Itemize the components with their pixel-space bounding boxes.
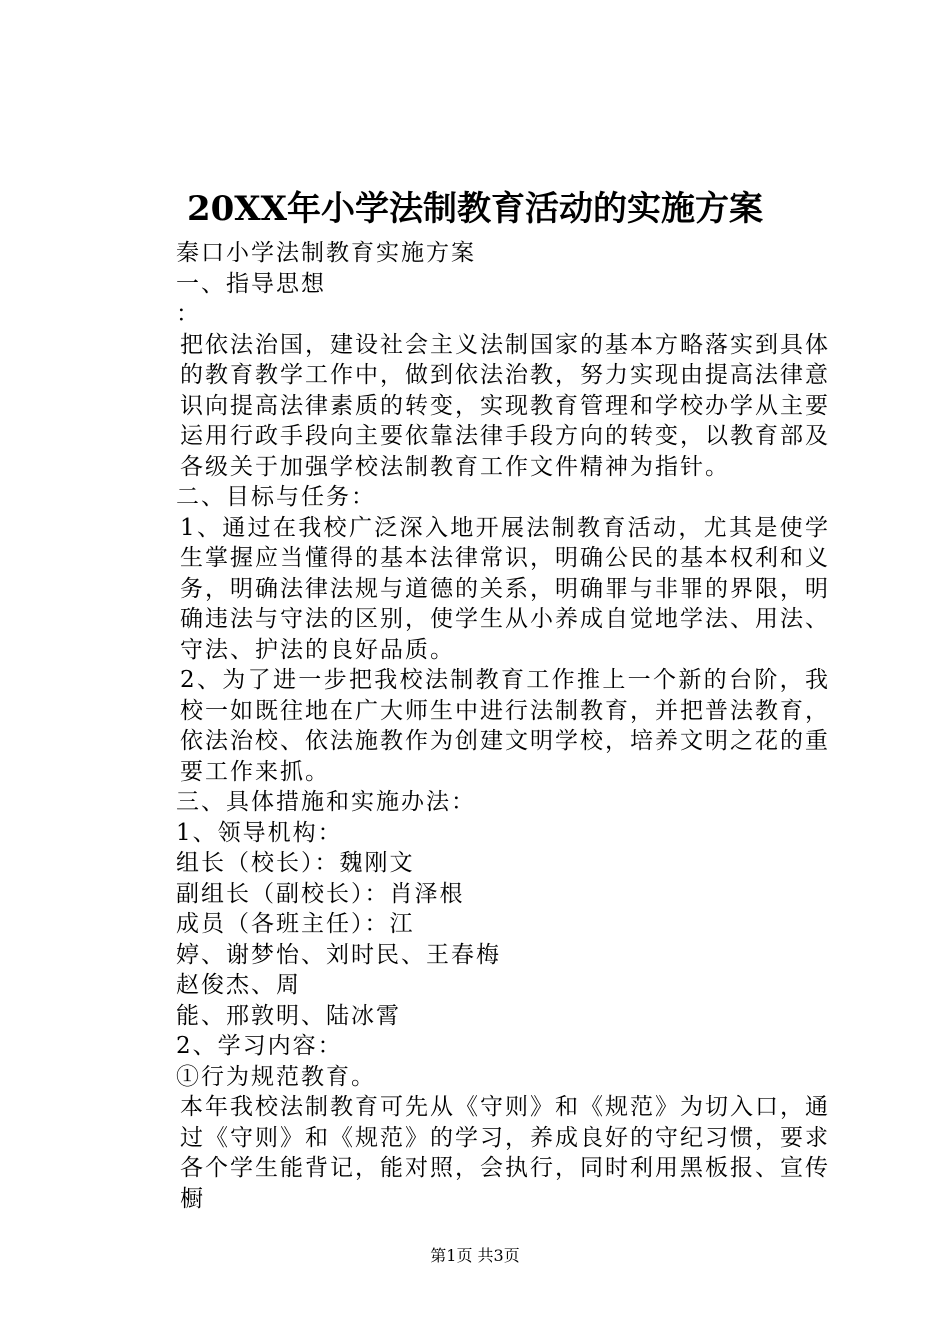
section-heading-measures: 三、具体措施和实施办法： bbox=[176, 789, 476, 815]
paragraph-guiding-thought: 把依法治国，建设社会主义法制国家的基本方略落实到具体的教育教学工作中，做到依法治教，努力实现由提高法律意识向提高法律素质的转变，实现教育管理和学校办学从主要运用行政手段向主要依靠法律手段方向的转变，以教育部及各级关于加强学校法制教育工作文件精神为指针。 bbox=[180, 331, 830, 480]
item-behavior-education: ①行为规范教育。 bbox=[176, 1063, 376, 1090]
paragraph-school-plan-heading: 秦口小学法制教育实施方案 bbox=[176, 240, 476, 266]
section-heading-goals: 二、目标与任务： bbox=[176, 484, 376, 510]
deputy-leader-line: 副组长（副校长）：肖泽根 bbox=[176, 880, 465, 907]
subheading-leadership: 1、领导机构： bbox=[176, 819, 343, 846]
document-title: 20XX年小学法制教育活动的实施方案 bbox=[186, 189, 764, 229]
leader-line: 组长（校长）：魏刚文 bbox=[176, 850, 415, 876]
paragraph-behavior-education: 本年我校法制教育可先从《守则》和《规范》为切入口，通过《守则》和《规范》的学习，养成良好的守纪习惯，要求各个学生能背记，能对照，会执行，同时利用黑板报、宣传橱 bbox=[180, 1094, 830, 1212]
members-line-1: 成员（各班主任）：江 bbox=[176, 911, 415, 937]
paragraph-colon: ： bbox=[176, 301, 201, 327]
members-line-3: 赵俊杰、周 bbox=[176, 972, 301, 998]
paragraph-goal-2: 2、为了进一步把我校法制教育工作推上一个新的台阶，我校一如既往地在广大师生中进行法制教育，并把普法教育，依法治校、依法施教作为创建文明学校，培养文明之花的重要工作来抓。 bbox=[180, 667, 830, 785]
section-heading-guiding-thought: 一、指导思想 bbox=[176, 270, 326, 297]
members-line-2: 婷、谢梦怡、刘时民、王春梅 bbox=[176, 941, 501, 968]
members-line-4: 能、邢敦明、陆冰霄 bbox=[176, 1002, 401, 1029]
page-footer: 第1页 共3页 bbox=[430, 1246, 520, 1265]
subheading-study-content: 2、学习内容： bbox=[176, 1033, 343, 1059]
document-body bbox=[130, 238, 830, 1214]
paragraph-goal-1: 1、通过在我校广泛深入地开展法制教育活动，尤其是使学生掌握应当懂得的基本法律常识，明确公民的基本权利和义务，明确法律法规与道德的关系，明确罪与非罪的界限，明确违法与守法的区别，使学生从小养成自觉地学法、用法、守法、护法的良好品质。 bbox=[180, 514, 830, 663]
